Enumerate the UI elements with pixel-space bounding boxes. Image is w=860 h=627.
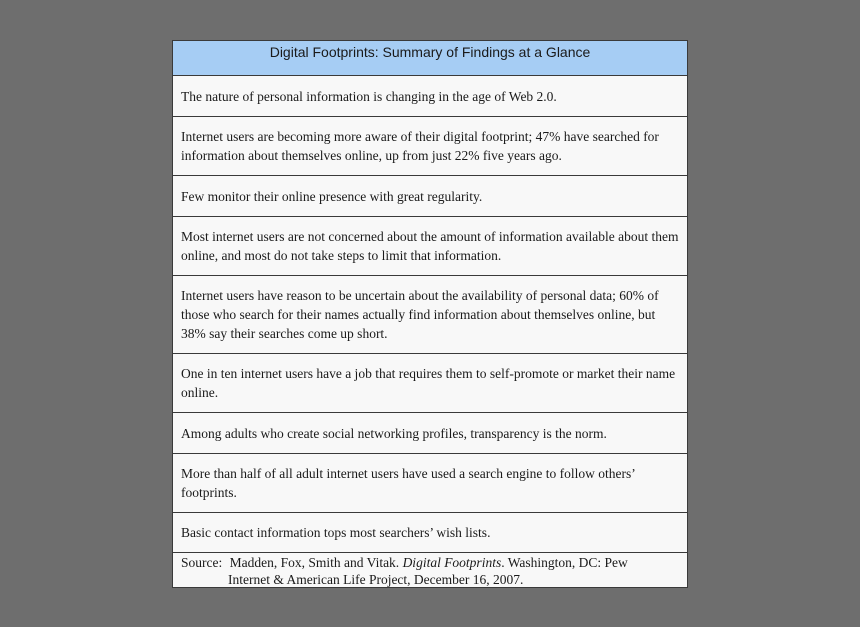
source-place: . Washington, DC: Pew [501,555,628,570]
finding-row: Few monitor their online presence with great regularity. [173,175,687,216]
source-continuation: Internet & American Life Project, December 16, 2007. [228,572,524,587]
finding-row: Internet users have reason to be uncertain about the availability of personal data; 60% of those who search for their names actually find information about themselves online, but 38% say their searches come up short. [173,275,687,353]
finding-row: The nature of personal information is changing in the age of Web 2.0. [173,75,687,116]
finding-row: Internet users are becoming more aware of their digital footprint; 47% have searched for information about themselves online, up from just 22% five years ago. [173,116,687,175]
finding-row: Among adults who create social networking profiles, transparency is the norm. [173,412,687,453]
table-title: Digital Footprints: Summary of Findings at a Glance [173,41,687,75]
finding-row: More than half of all adult internet users have used a search engine to follow others’ footprints. [173,453,687,512]
finding-row: Basic contact information tops most searchers’ wish lists. [173,512,687,552]
findings-table [172,40,688,588]
finding-row: One in ten internet users have a job that requires them to self-promote or market their name online. [173,353,687,412]
source-citation [173,552,687,587]
source-label: Source: [181,555,223,570]
source-work-title: Digital Footprints [402,555,502,570]
source-authors: Madden, Fox, Smith and Vitak. [229,555,400,570]
finding-row: Most internet users are not concerned about the amount of information available about them online, and most do not take steps to limit that information. [173,216,687,275]
